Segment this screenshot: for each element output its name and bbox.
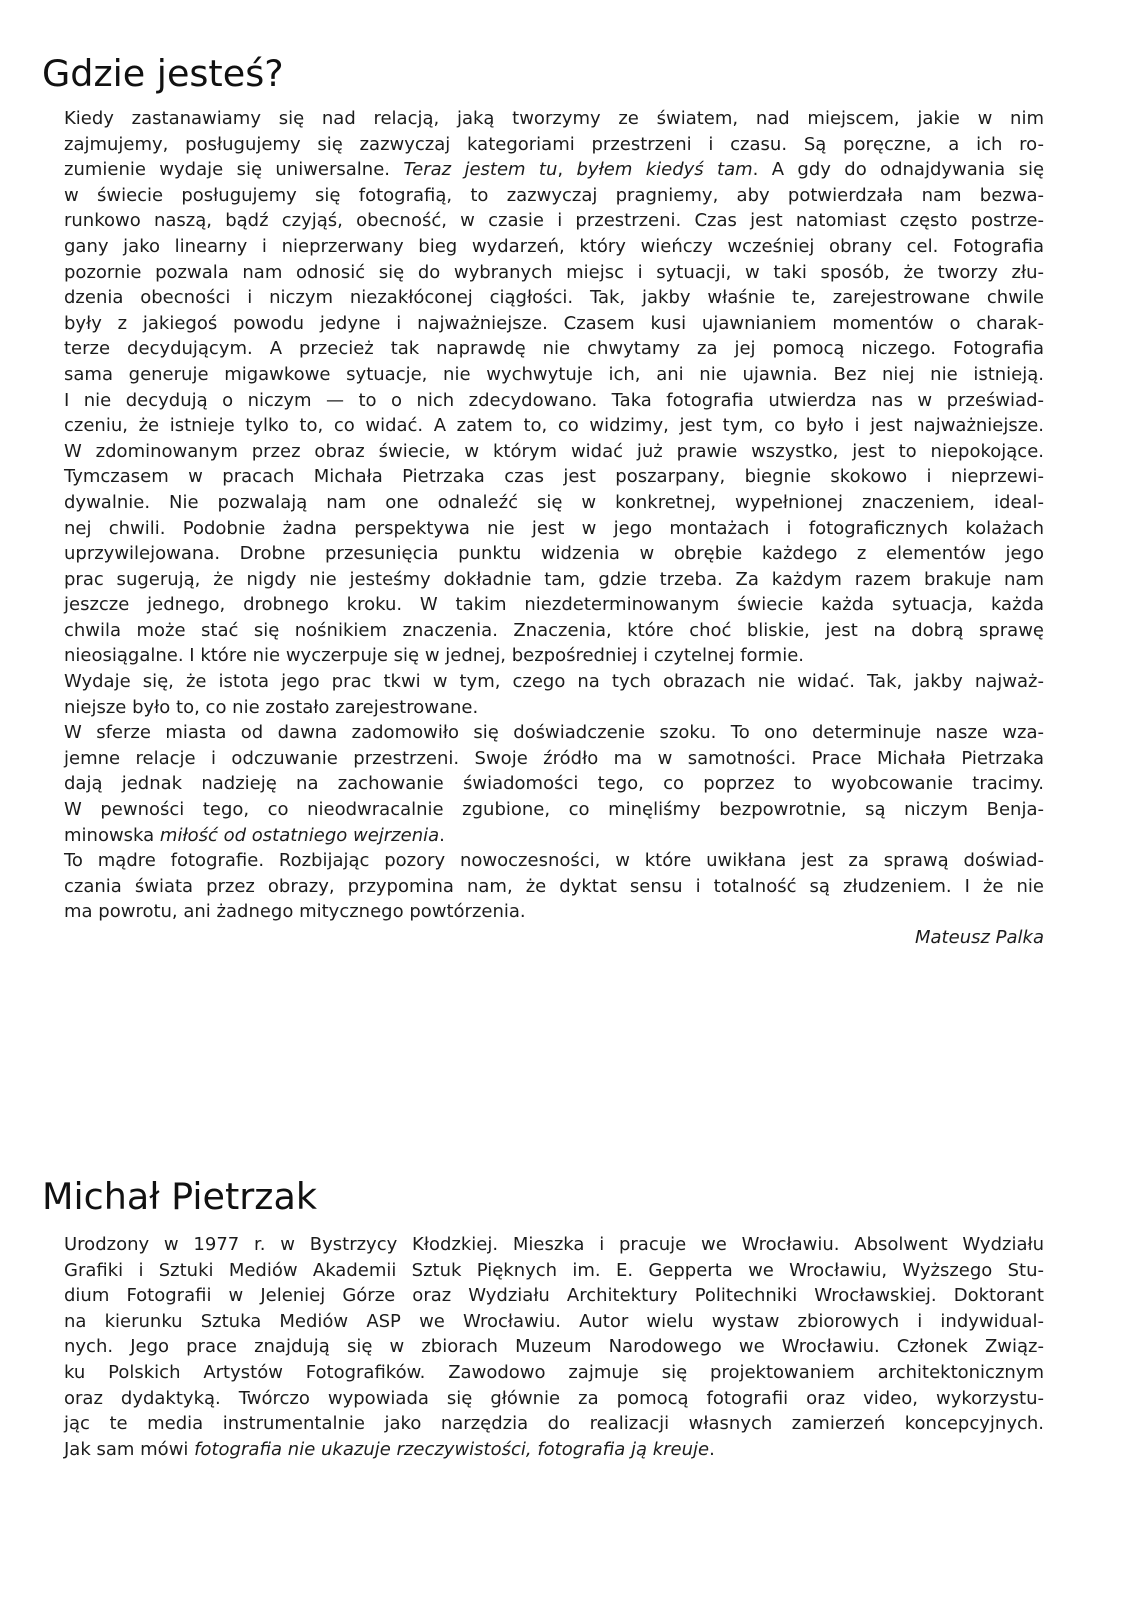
text-line xyxy=(64,234,1044,260)
text-run: gany jako linearny i nieprzerwany bieg wydarzeń, który wieńczy wcześniej obrany cel. Fotografia xyxy=(64,235,1044,257)
text-run: Urodzony w 1977 r. w Bystrzycy Kłodzkiej. Mieszka i pracuje we Wrocławiu. Absolwent Wydziału xyxy=(64,1234,1044,1255)
text-run: Grafiki i Sztuki Mediów Akademii Sztuk Pięknych im. E. Gepperta we Wrocławiu, Wyższego Stu- xyxy=(64,1259,1044,1281)
text-run: prac sugerują, że nigdy nie jesteśmy dokładnie tam, gdzie trzeba. Za każdym razem brakuje nam xyxy=(64,568,1044,590)
text-line xyxy=(64,1309,1044,1335)
text-run: uprzywilejowana. Drobne przesunięcia punktu widzenia w obrębie każdego z elementów jego xyxy=(64,543,1044,565)
text-line xyxy=(64,874,1044,900)
bio-title: Michał Pietrzak xyxy=(42,1175,317,1218)
text-line xyxy=(64,516,1044,542)
text-line xyxy=(64,413,1044,439)
text-run: Kiedy zastanawiamy się nad relacją, jaką tworzymy ze światem, nad miejscem, jakie w nim xyxy=(64,108,1044,129)
text-run: I nie decydują o niczym — to o nich zdecydowano. Taka fotografia utwierdza nas w przeświad- xyxy=(64,389,1044,411)
text-line xyxy=(64,106,1044,132)
italic-text: miłość od ostatniego wejrzenia xyxy=(159,824,440,846)
text-line xyxy=(64,899,1044,925)
text-line xyxy=(64,592,1044,618)
text-line xyxy=(64,362,1044,388)
text-line xyxy=(64,1232,1044,1258)
text-run: minowska xyxy=(64,824,160,846)
text-run: runkowo naszą, bądź czyjąś, obecność, w czasie i przestrzeni. Czas jest natomiast często postrze- xyxy=(64,210,1044,232)
text-run: nieosiągalne. I które nie wyczerpuje się w jednej, bezpośredniej i czytelnej formie. xyxy=(64,645,804,667)
text-line xyxy=(64,183,1044,209)
text-run: były z jakiegoś powodu jedyne i najważniejsze. Czasem kusi ujawnianiem momentów o charak- xyxy=(64,312,1044,334)
text-run: zumienie wydaje się uniwersalne. xyxy=(64,159,404,181)
text-run: dium Fotografii w Jeleniej Górze oraz Wydziału Architektury Politechniki Wrocławskiej. Doktorant xyxy=(64,1285,1044,1307)
text-run: oraz dydaktyką. Twórczo wypowiada się głównie za pomocą fotografii oraz video, wykorzystu- xyxy=(64,1387,1044,1409)
text-run: zajmujemy, posługujemy się zazwyczaj kategoriami przestrzeni i czasu. Są poręczne, a ich ro- xyxy=(64,133,1044,155)
text-run: nych. Jego prace znajdują się w zbiorach Muzeum Narodowego we Wrocławiu. Członek Związ- xyxy=(64,1336,1044,1358)
text-line xyxy=(64,823,1044,849)
text-line xyxy=(64,695,1044,721)
text-run: niejsze było to, co nie zostało zarejestrowane. xyxy=(64,696,479,718)
text-run: terze decydującym. A przecież tak naprawdę nie chwytamy za jej pomocą niczego. Fotografia xyxy=(64,338,1044,360)
text-line xyxy=(64,336,1044,362)
text-line xyxy=(64,157,1044,183)
text-run: . xyxy=(439,824,445,846)
text-line xyxy=(64,132,1044,158)
text-line xyxy=(64,311,1044,337)
text-line xyxy=(64,439,1044,465)
bio-body xyxy=(64,1232,1044,1462)
text-run: To mądre fotografie. Rozbijając pozory nowoczesności, w które uwikłana jest za sprawą doświad- xyxy=(64,850,1044,872)
text-run: chwila może stać się nośnikiem znaczenia. Znaczenia, które choć bliskie, jest na dobrą sprawę xyxy=(64,619,1044,641)
text-line xyxy=(64,285,1044,311)
text-line xyxy=(64,643,1044,669)
text-run: pozornie pozwala nam odnosić się do wybranych miejsc i sytuacji, w taki sposób, że tworzy złu- xyxy=(64,261,1044,283)
italic-text: byłem kiedyś tam xyxy=(576,159,753,181)
text-line xyxy=(64,1360,1044,1386)
author-signature: Mateusz Palka xyxy=(915,927,1044,948)
essay-title: Gdzie jesteś? xyxy=(42,52,284,95)
italic-text: fotografia nie ukazuje rzeczywistości, fotografia ją kreuje xyxy=(194,1438,710,1460)
text-line xyxy=(64,490,1044,516)
text-run: , xyxy=(557,159,577,181)
text-run: jemne relacje i odczuwanie przestrzeni. Swoje źródło ma w samotności. Prace Michała Pietrzaka xyxy=(64,747,1044,769)
text-run: w świecie posługujemy się fotografią, to zazwyczaj pragniemy, aby potwierdzała nam bezwa- xyxy=(64,184,1044,206)
text-run: Tymczasem w pracach Michała Pietrzaka czas jest poszarpany, biegnie skokowo i nieprzewi- xyxy=(64,466,1044,488)
text-run: Wydaje się, że istota jego prac tkwi w tym, czego na tych obrazach nie widać. Tak, jakby najważ- xyxy=(64,671,1044,693)
text-line xyxy=(64,618,1044,644)
text-line xyxy=(64,797,1044,823)
text-run: W pewności tego, co nieodwracalnie zgubione, co minęliśmy bezpowrotnie, są niczym Benja- xyxy=(64,799,1044,821)
text-line xyxy=(64,1437,1044,1463)
text-run: W zdominowanym przez obraz świecie, w którym widać już prawie wszystko, jest to niepokojące. xyxy=(64,440,1044,462)
text-line xyxy=(64,388,1044,414)
text-run: jeszcze jednego, drobnego kroku. W takim niezdeterminowanym świecie każda sytuacja, każda xyxy=(64,594,1044,616)
text-run: . A gdy do odnajdywania się xyxy=(752,159,1045,181)
text-line xyxy=(64,1334,1044,1360)
text-line xyxy=(64,208,1044,234)
text-run: czeniu, że istnieje tylko to, co widać. A zatem to, co widzimy, jest tym, co było i jest najważniejsze. xyxy=(64,415,1044,437)
text-run: W sferze miasta od dawna zadomowiło się doświadczenie szoku. To ono determinuje nasze wza- xyxy=(64,722,1044,744)
text-run: nej chwili. Podobnie żadna perspektywa nie jest w jego montażach i fotograficznych kolażach xyxy=(64,517,1044,539)
text-run: dzenia obecności i niczym niezakłóconej ciągłości. Tak, jakby właśnie te, zarejestrowane chwile xyxy=(64,287,1044,309)
text-line xyxy=(64,464,1044,490)
text-line xyxy=(64,567,1044,593)
text-line xyxy=(64,848,1044,874)
text-run: ku Polskich Artystów Fotografików. Zawodowo zajmuje się projektowaniem architektonicznym xyxy=(64,1361,1044,1383)
essay-body xyxy=(64,106,1044,951)
text-line xyxy=(64,720,1044,746)
text-line xyxy=(64,1411,1044,1437)
text-run: na kierunku Sztuka Mediów ASP we Wrocławiu. Autor wielu wystaw zbiorowych i indywidual- xyxy=(64,1310,1044,1332)
text-run: Jak sam mówi xyxy=(64,1438,195,1460)
text-line xyxy=(64,1386,1044,1412)
signature-line xyxy=(64,925,1044,951)
text-run: sama generuje migawkowe sytuacje, nie wychwytuje ich, ani nie ujawnia. Bez niej nie istnieją. xyxy=(64,363,1044,385)
text-run: czania świata przez obrazy, przypomina nam, że dyktat sensu i totalność są złudzeniem. I że nie xyxy=(64,875,1044,897)
text-line xyxy=(64,771,1044,797)
text-line xyxy=(64,1283,1044,1309)
text-run: jąc te media instrumentalnie jako narzędzia do realizacji własnych zamierzeń koncepcyjnych. xyxy=(64,1413,1044,1435)
text-run: ma powrotu, ani żadnego mitycznego powtórzenia. xyxy=(64,901,526,923)
text-line xyxy=(64,1258,1044,1284)
text-run: dywalnie. Nie pozwalają nam one odnaleźć się w konkretnej, wypełnionej znaczeniem, ideal- xyxy=(64,491,1044,513)
text-run: . xyxy=(709,1438,715,1460)
text-line xyxy=(64,541,1044,567)
italic-text: Teraz jestem tu xyxy=(403,159,558,181)
text-line xyxy=(64,260,1044,286)
text-line xyxy=(64,669,1044,695)
text-run: dają jednak nadzieję na zachowanie świadomości tego, co poprzez to wyobcowanie tracimy. xyxy=(64,773,1044,795)
text-line xyxy=(64,746,1044,772)
